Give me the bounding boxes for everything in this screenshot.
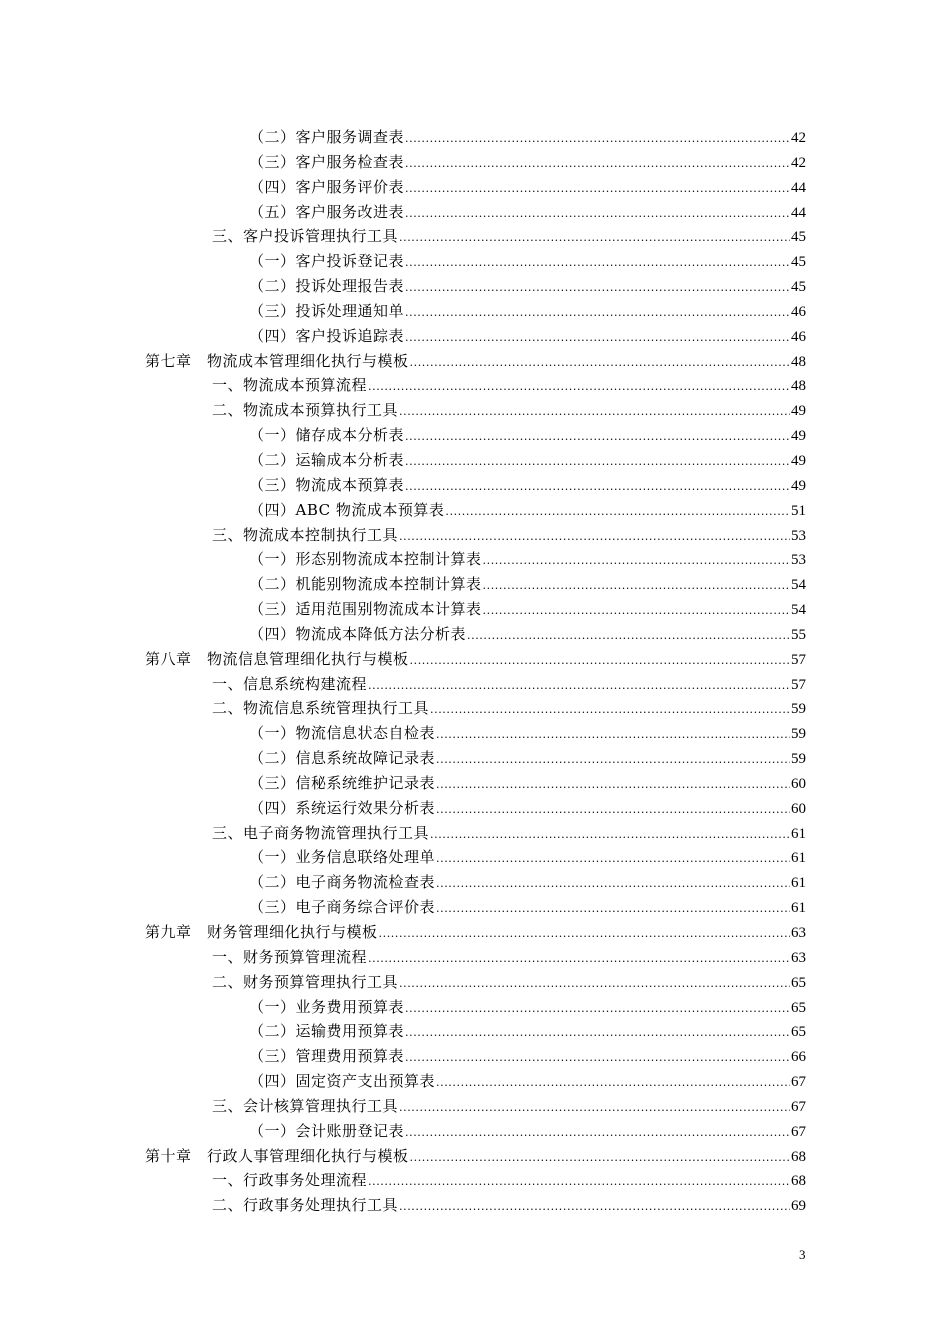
- toc-entry-page: 45: [791, 229, 806, 246]
- toc-entry[interactable]: [145, 622, 806, 647]
- toc-entry-page: 44: [791, 204, 806, 221]
- toc-entry-title: （一）形态别物流成本控制计算表: [249, 550, 482, 569]
- toc-entry-title: 三、客户投诉管理执行工具: [212, 227, 399, 246]
- toc-dot-leader: [436, 798, 790, 823]
- toc-dot-leader: [399, 972, 790, 997]
- toc-entry-page: 45: [791, 279, 806, 296]
- toc-dot-leader: [405, 152, 790, 177]
- toc-entry-page: 53: [791, 552, 806, 569]
- toc-entry[interactable]: [145, 349, 806, 374]
- toc-entry-page: 54: [791, 602, 806, 619]
- toc-entry-page: 42: [791, 130, 806, 146]
- page-number: 3: [799, 1247, 806, 1262]
- toc-entry-title: （三）适用范围别物流成本计算表: [249, 600, 482, 619]
- toc-entry-title: （二）运输成本分析表: [249, 450, 405, 469]
- toc-entry-page: 49: [791, 477, 806, 494]
- toc-entry-title: （三）物流成本预算表: [249, 475, 405, 494]
- toc-entry-page: 59: [791, 726, 806, 743]
- toc-entry-title: （二）运输费用预算表: [249, 1022, 405, 1041]
- toc-dot-leader: [405, 326, 790, 351]
- toc-entry[interactable]: [145, 1094, 806, 1119]
- toc-entry-title: 三、物流成本控制执行工具: [212, 525, 399, 544]
- toc-entry-title: （二）客户服务调查表: [249, 128, 405, 146]
- toc-entry[interactable]: [145, 970, 806, 995]
- toc-entry[interactable]: [145, 672, 806, 697]
- toc-dot-leader: [405, 1046, 790, 1071]
- toc-entry[interactable]: [145, 771, 806, 796]
- toc-dot-leader: [436, 872, 790, 897]
- toc-entry-page: 69: [791, 1198, 806, 1215]
- toc-entry[interactable]: [145, 995, 806, 1020]
- toc-entry-title: 二、财务预算管理执行工具: [212, 972, 399, 991]
- toc-dot-leader: [436, 897, 790, 922]
- toc-dot-leader: [405, 1021, 790, 1046]
- toc-entry[interactable]: [145, 920, 806, 945]
- toc-entry[interactable]: [145, 1044, 806, 1069]
- toc-entry-title: （三）投诉处理通知单: [249, 301, 405, 320]
- toc-entry-title: 一、信息系统构建流程: [212, 674, 368, 693]
- toc-entry[interactable]: [145, 572, 806, 597]
- toc-dot-leader: [436, 1071, 790, 1096]
- toc-dot-leader: [410, 649, 790, 674]
- toc-entry-page: 65: [791, 1024, 806, 1041]
- toc-dot-leader: [379, 922, 790, 947]
- toc-entry[interactable]: [145, 547, 806, 572]
- toc-entry[interactable]: [145, 473, 806, 498]
- toc-entry[interactable]: [145, 1069, 806, 1094]
- toc-entry-page: 42: [791, 154, 806, 171]
- toc-entry[interactable]: [145, 1019, 806, 1044]
- toc-dot-leader: [445, 500, 790, 525]
- toc-entry-title: （二）电子商务物流检查表: [249, 873, 436, 892]
- toc-dot-leader: [368, 375, 790, 400]
- toc-entry-page: 67: [791, 1074, 806, 1091]
- toc-entry-title: 一、财务预算管理流程: [212, 947, 368, 966]
- toc-dot-leader: [399, 525, 790, 550]
- toc-entry-page: 63: [791, 949, 806, 966]
- toc-entry[interactable]: [145, 845, 806, 870]
- toc-entry-page: 48: [791, 378, 806, 395]
- toc-entry-title: （二）投诉处理报告表: [249, 277, 405, 296]
- toc-entry-title: 一、物流成本预算流程: [212, 376, 368, 395]
- toc-entry[interactable]: [145, 696, 806, 721]
- toc-entry[interactable]: [145, 150, 806, 175]
- toc-dot-leader: [405, 127, 790, 152]
- toc-dot-leader: [368, 947, 790, 972]
- toc-entry-title: 第九章 财务管理细化执行与模板: [145, 923, 378, 941]
- toc-entry-page: 46: [791, 303, 806, 320]
- toc-entry-title: 三、电子商务物流管理执行工具: [212, 823, 430, 842]
- toc-entry-title: 二、物流成本预算执行工具: [212, 401, 399, 420]
- toc-entry-page: 61: [791, 825, 806, 842]
- toc-entry[interactable]: [145, 1168, 806, 1193]
- toc-entry[interactable]: [145, 796, 806, 821]
- toc-entry-title: 第十章 行政人事管理细化执行与模板: [145, 1146, 409, 1165]
- toc-entry-page: 54: [791, 577, 806, 594]
- toc-entry[interactable]: [145, 200, 806, 225]
- toc-entry-title: （四）ABC 物流成本预算表: [249, 500, 445, 519]
- toc-entry-title: （四）固定资产支出预算表: [249, 1072, 436, 1091]
- toc-entry-title: 二、行政事务处理执行工具: [212, 1196, 399, 1215]
- toc-dot-leader: [399, 226, 790, 251]
- toc-entry-page: 67: [791, 1123, 806, 1140]
- toc-entry-page: 65: [791, 999, 806, 1016]
- toc-entry-page: 61: [791, 850, 806, 867]
- toc-entry-title: （三）管理费用预算表: [249, 1047, 405, 1066]
- toc-entry[interactable]: [145, 175, 806, 200]
- toc-entry[interactable]: [145, 224, 806, 249]
- toc-dot-leader: [405, 1121, 790, 1146]
- toc-entry-page: 45: [791, 254, 806, 271]
- toc-entry-page: 49: [791, 428, 806, 445]
- toc-entry-page: 60: [791, 800, 806, 817]
- toc-entry-page: 67: [791, 1098, 806, 1115]
- table-of-contents: [145, 125, 806, 1218]
- toc-entry[interactable]: [145, 597, 806, 622]
- toc-dot-leader: [405, 202, 790, 227]
- toc-entry[interactable]: [145, 448, 806, 473]
- toc-entry-title: （一）业务信息联络处理单: [249, 848, 436, 867]
- toc-entry-title: （一）储存成本分析表: [249, 426, 405, 445]
- toc-entry-page: 59: [791, 751, 806, 768]
- toc-entry-page: 59: [791, 701, 806, 718]
- toc-entry[interactable]: [145, 721, 806, 746]
- toc-dot-leader: [436, 723, 790, 748]
- toc-entry-page: 49: [791, 403, 806, 420]
- toc-dot-leader: [410, 351, 790, 376]
- toc-entry-title: （一）物流信息状态自检表: [249, 724, 436, 743]
- toc-dot-leader: [368, 1170, 790, 1195]
- toc-entry-page: 48: [791, 353, 806, 370]
- toc-entry-title: （五）客户服务改进表: [249, 202, 405, 221]
- toc-entry-page: 49: [791, 452, 806, 469]
- toc-dot-leader: [405, 425, 790, 450]
- toc-entry[interactable]: [145, 299, 806, 324]
- toc-dot-leader: [405, 177, 790, 202]
- toc-entry-page: 61: [791, 875, 806, 892]
- toc-entry-page: 68: [791, 1173, 806, 1190]
- toc-entry-page: 44: [791, 179, 806, 196]
- toc-dot-leader: [436, 748, 790, 773]
- toc-entry[interactable]: [145, 746, 806, 771]
- toc-entry-title: （三）信秘系统维护记录表: [249, 773, 436, 792]
- toc-dot-leader: [405, 276, 790, 301]
- toc-entry-title: （二）信息系统故障记录表: [249, 749, 436, 768]
- toc-dot-leader: [405, 301, 790, 326]
- toc-entry-page: 55: [791, 626, 806, 643]
- toc-entry-title: 第八章 物流信息管理细化执行与模板: [145, 649, 409, 668]
- toc-dot-leader: [483, 549, 790, 574]
- toc-entry[interactable]: [145, 1144, 806, 1169]
- toc-entry-page: 53: [791, 527, 806, 544]
- toc-entry[interactable]: [145, 523, 806, 548]
- toc-entry[interactable]: [145, 274, 806, 299]
- toc-entry-title: 三、会计核算管理执行工具: [212, 1096, 399, 1115]
- toc-dot-leader: [467, 624, 790, 649]
- toc-entry-page: 61: [791, 900, 806, 917]
- toc-dot-leader: [405, 450, 790, 475]
- toc-entry[interactable]: [145, 324, 806, 349]
- toc-entry[interactable]: [145, 398, 806, 423]
- toc-entry-page: 68: [791, 1148, 806, 1165]
- toc-entry-title: （四）物流成本降低方法分析表: [249, 624, 467, 643]
- toc-entry[interactable]: [145, 373, 806, 398]
- toc-entry[interactable]: [145, 870, 806, 895]
- toc-dot-leader: [399, 400, 790, 425]
- toc-dot-leader: [436, 773, 790, 798]
- toc-entry-title: （四）系统运行效果分析表: [249, 798, 436, 817]
- toc-entry-page: 46: [791, 328, 806, 345]
- toc-entry-page: 63: [791, 925, 806, 941]
- toc-dot-leader: [430, 698, 790, 723]
- toc-dot-leader: [483, 574, 790, 599]
- toc-entry[interactable]: [145, 895, 806, 920]
- toc-entry[interactable]: [145, 498, 806, 523]
- toc-dot-leader: [405, 997, 790, 1022]
- toc-dot-leader: [368, 674, 790, 699]
- toc-entry-title: 第七章 物流成本管理细化执行与模板: [145, 351, 409, 370]
- toc-dot-leader: [405, 251, 790, 276]
- toc-entry-title: （一）会计账册登记表: [249, 1121, 405, 1140]
- toc-dot-leader: [483, 599, 790, 624]
- toc-entry[interactable]: [145, 249, 806, 274]
- toc-entry-title: （一）客户投诉登记表: [249, 252, 405, 271]
- toc-entry-title: （三）客户服务检查表: [249, 152, 405, 171]
- toc-entry-page: 57: [791, 676, 806, 693]
- toc-entry-page: 51: [791, 502, 806, 519]
- toc-entry-page: 66: [791, 1049, 806, 1066]
- toc-entry-page: 60: [791, 775, 806, 792]
- toc-entry[interactable]: [145, 1193, 806, 1218]
- toc-entry[interactable]: [145, 945, 806, 970]
- toc-entry-title: （三）电子商务综合评价表: [249, 898, 436, 917]
- toc-dot-leader: [410, 1146, 790, 1171]
- toc-entry-page: 65: [791, 974, 806, 991]
- toc-entry-title: 一、行政事务处理流程: [212, 1171, 368, 1190]
- toc-entry-title: （一）业务费用预算表: [249, 997, 405, 1016]
- toc-dot-leader: [399, 1195, 790, 1220]
- toc-entry-title: （四）客户投诉追踪表: [249, 326, 405, 345]
- toc-entry-title: （二）机能别物流成本控制计算表: [249, 575, 482, 594]
- toc-dot-leader: [399, 1096, 790, 1121]
- toc-entry[interactable]: [145, 423, 806, 448]
- toc-entry-title: （四）客户服务评价表: [249, 177, 405, 196]
- toc-entry-title: 二、物流信息系统管理执行工具: [212, 699, 430, 718]
- toc-entry-page: 57: [791, 651, 806, 668]
- toc-entry[interactable]: [145, 125, 806, 150]
- toc-dot-leader: [405, 475, 790, 500]
- toc-entry[interactable]: [145, 647, 806, 672]
- toc-dot-leader: [430, 823, 790, 848]
- toc-dot-leader: [436, 847, 790, 872]
- toc-entry[interactable]: [145, 1119, 806, 1144]
- toc-entry[interactable]: [145, 821, 806, 846]
